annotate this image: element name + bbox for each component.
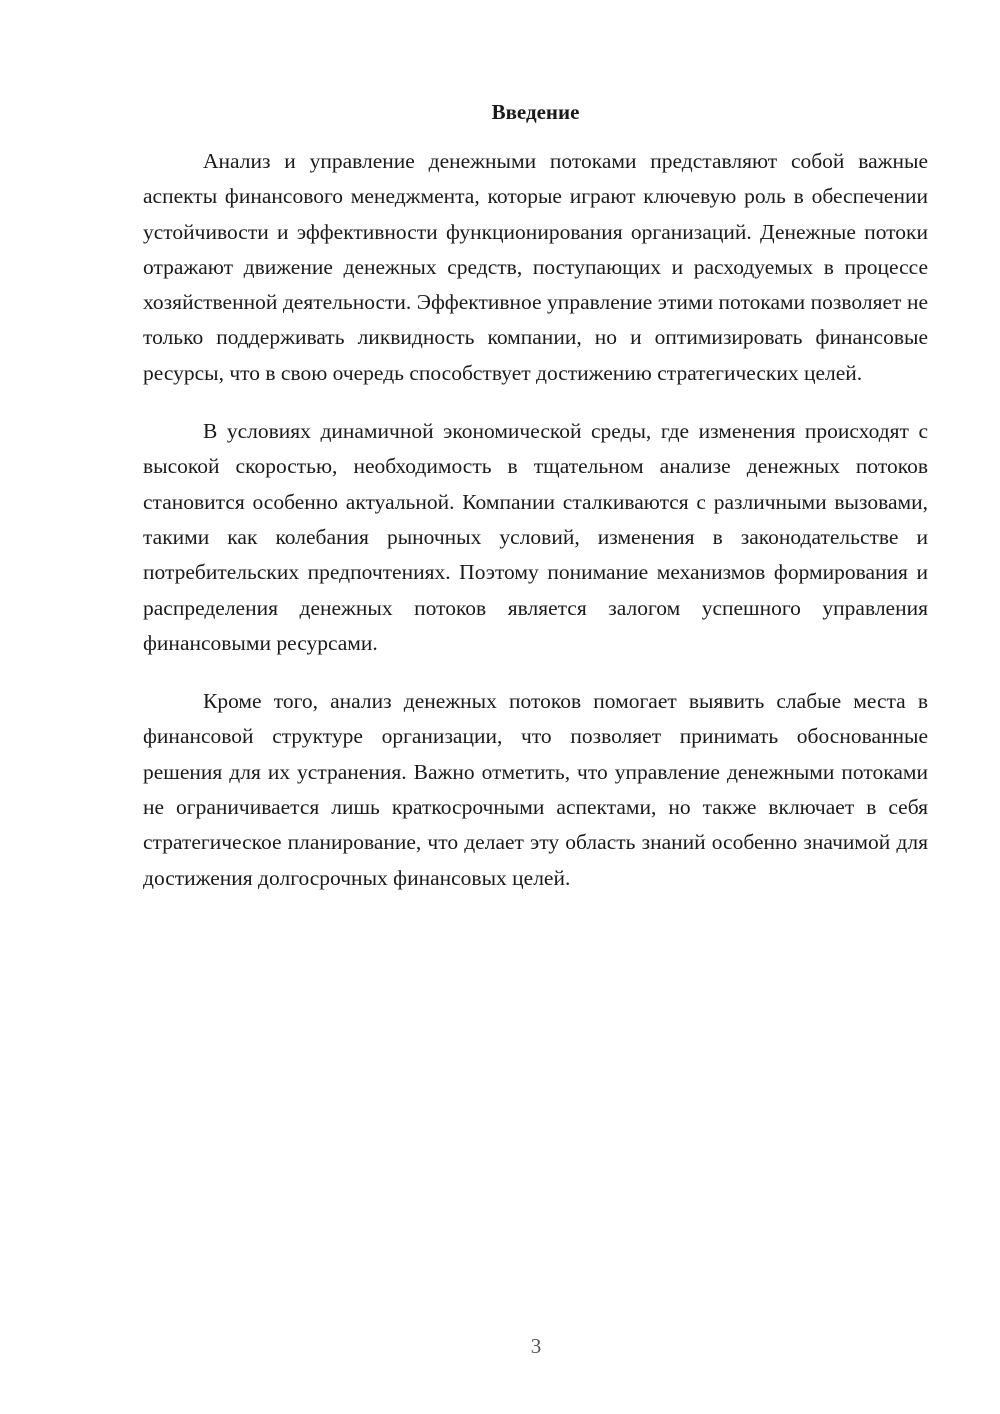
page-content xyxy=(143,96,928,919)
page-number: 3 xyxy=(530,1334,542,1358)
paragraph-2: В условиях динамичной экономической среды, где изменения происходят с высокой скоростью, необходимость в тщательном анализе денежных потоков становится особенно актуальной. Компании сталкиваются с различными вызовами, такими как колебания рыночных условий, изменения в законодательстве и потребительских предпочтениях. Поэтому понимание механизмов формирования и распределения денежных потоков является залогом успешного управления финансовыми ресурсами. xyxy=(143,419,928,655)
section-title: Введение xyxy=(491,100,580,124)
paragraph-3: Кроме того, анализ денежных потоков помогает выявить слабые места в финансовой структуре организации, что позволяет принимать обоснованные решения для их устранения. Важно отметить, что управление денежными потоками не ограничивается лишь краткосрочными аспектами, но также включает в себя стратегическое планирование, что делает эту область знаний особенно значимой для достижения долгосрочных финансовых целей. xyxy=(143,689,928,890)
paragraph-1: Анализ и управление денежными потоками представляют собой важные аспекты финансового менеджмента, которые играют ключевую роль в обеспечении устойчивости и эффективности функционирования организаций. Денежные потоки отражают движение денежных средств, поступающих и расходуемых в процессе хозяйственной деятельности. Эффективное управление этими потоками позволяет не только поддерживать ликвидность компании, но и оптимизировать финансовые ресурсы, что в свою очередь способствует достижению стратегических целей. xyxy=(143,149,928,385)
